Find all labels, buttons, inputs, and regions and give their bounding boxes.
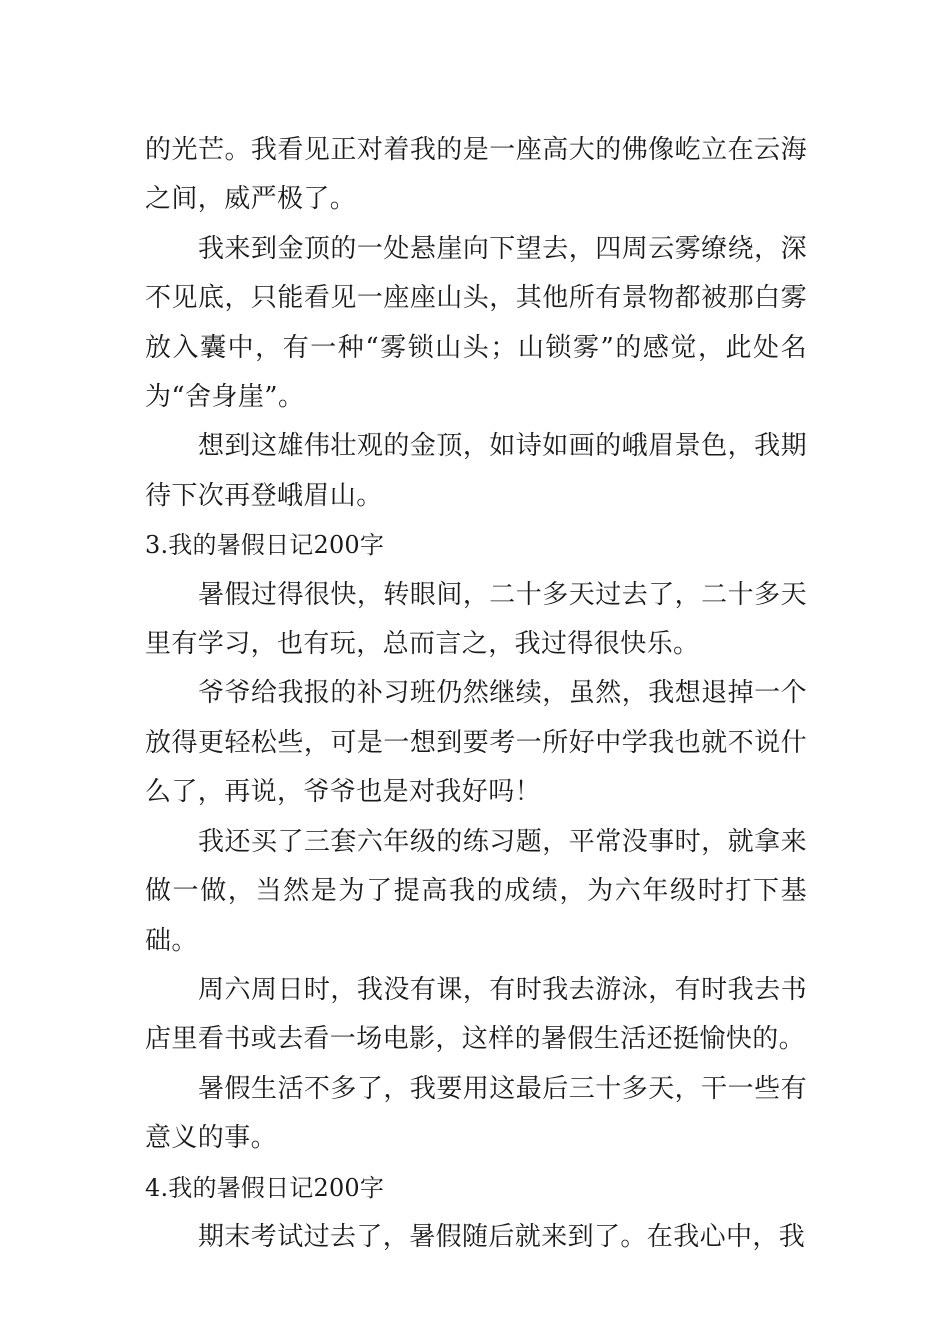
paragraph: 想到这雄伟壮观的金顶，如诗如画的峨眉景色，我期待下次再登峨眉山。 <box>145 431 807 511</box>
section-heading: 4.我的暑假日记200字 <box>145 1173 385 1202</box>
paragraph: 暑假生活不多了，我要用这最后三十多天，干一些有意义的事。 <box>145 1073 807 1154</box>
paragraph: 周六周日时，我没有课，有时我去游泳，有时我去书店里看书或去看一场电影，这样的暑假生活还挺愉快的。 <box>145 974 807 1055</box>
paragraph-continuation: 的光芒。我看见正对着我的是一座高大的佛像屹立在云海之间，威严极了。 <box>145 135 807 215</box>
section-heading: 3.我的暑假日记200字 <box>145 531 385 560</box>
paragraph: 我来到金顶的一处悬崖向下望去，四周云雾缭绕，深不见底，只能看见一座座山头，其他所有景物都被那白雾放入囊中，有一种“雾锁山头；山锁雾”的感觉，此处名为“舍身崖”。 <box>145 233 807 413</box>
paragraph: 期末考试过去了，暑假随后就来到了。在我心中，我 <box>198 1221 806 1252</box>
paragraph: 爷爷给我报的补习班仍然继续，虽然，我想退掉一个放得更轻松些，可是一想到要考一所好中学我也就不说什么了，再说，爷爷也是对我好吗！ <box>145 678 807 808</box>
document-body <box>145 126 807 1262</box>
paragraph: 暑假过得很快，转眼间，二十多天过去了，二十多天里有学习，也有玩，总而言之，我过得很快乐。 <box>145 579 807 660</box>
paragraph: 我还买了三套六年级的练习题，平常没事时，就拿来做一做，当然是为了提高我的成绩，为六年级时打下基础。 <box>145 826 807 956</box>
